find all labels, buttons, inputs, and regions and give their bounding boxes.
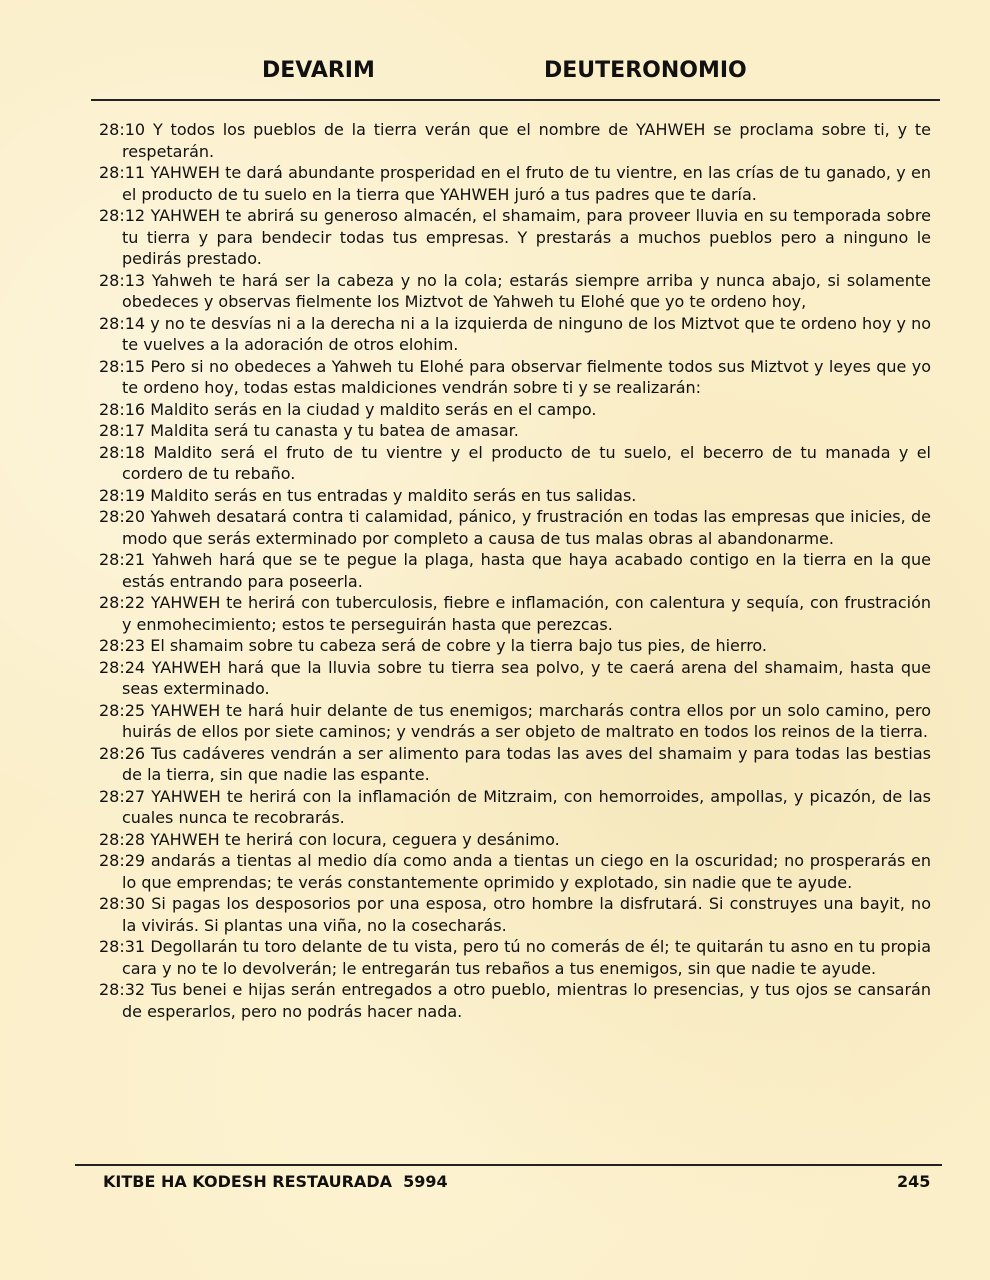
verse-reference: 28:23 <box>99 636 146 655</box>
verse-text: y no te desvías ni a la derecha ni a la izquierda de ninguno de los Miztvot que te ordeno hoy y no te vuelves a la adoración de otros elohim. <box>122 313 931 354</box>
verse-reference: 28:21 <box>99 550 146 569</box>
verse-reference: 28:29 <box>99 851 146 870</box>
verse <box>99 270 931 313</box>
verse <box>99 442 931 485</box>
verse <box>99 485 931 507</box>
verse-reference: 28:14 <box>99 313 146 333</box>
verse-reference: 28:26 <box>99 743 146 763</box>
verse-reference: 28:24 <box>99 657 146 677</box>
verse-reference: 28:13 <box>99 270 146 290</box>
verse-reference: 28:32 <box>99 980 146 999</box>
verse-reference: 28:25 <box>99 700 146 720</box>
verse-text: YAHWEH te hará huir delante de tus enemigos; marcharás contra ellos por un solo camino, pero huirás de ellos por siete caminos; y vendrás a ser objeto de maltrato en todos los reinos de la tierra. <box>122 700 931 741</box>
verse-reference: 28:10 <box>99 120 146 139</box>
verse-text: Degollarán tu toro delante de tu vista, pero tú no comerás de él; te quitarán tu asno en tu propia cara y no te lo devolverán; le entregarán tus rebaños a tus enemigos, sin que nadie te ayude. <box>122 937 931 978</box>
verse <box>99 592 931 635</box>
verse-reference: 28:20 <box>99 507 146 526</box>
verse <box>99 420 931 442</box>
book-title-spanish: DEUTERONOMIO <box>544 58 747 83</box>
verse-reference: 28:30 <box>99 894 146 913</box>
verse-text: El shamaim sobre tu cabeza será de cobre y la tierra bajo tus pies, de hierro. <box>150 636 768 655</box>
footer-divider <box>75 1164 942 1166</box>
verse-list <box>99 119 931 1022</box>
verse <box>99 700 931 743</box>
verse-reference: 28:18 <box>99 442 146 462</box>
verse <box>99 979 931 1022</box>
verse-reference: 28:11 <box>99 163 146 182</box>
verse-text: YAHWEH te abrirá su generoso almacén, el shamaim, para proveer lluvia en su temporada sobre tu tierra y para bendecir todas tus empresas. Y prestarás a muchos pueblos pero a ninguno le pedirás prestado. <box>122 206 931 268</box>
verse-text: andarás a tientas al medio día como anda a tientas un ciego en la oscuridad; no prosperarás en lo que emprendas; te verás constantemente oprimido y explotado, sin nadie que te ayude. <box>122 851 932 892</box>
header-divider <box>91 99 940 101</box>
verse <box>99 399 931 421</box>
verse-reference: 28:27 <box>99 786 146 806</box>
verse-reference: 28:19 <box>99 485 146 505</box>
verse-text: Maldita será tu canasta y tu batea de amasar. <box>150 421 519 440</box>
verse <box>99 205 931 270</box>
verse-text: Pero si no obedeces a Yahweh tu Elohé para observar fielmente todos sus Miztvot y leyes que yo te ordeno hoy, todas estas maldiciones vendrán sobre ti y se realizarán: <box>122 356 931 397</box>
verse <box>99 893 931 936</box>
verse-reference: 28:22 <box>99 593 146 612</box>
verse-text: YAHWEH te herirá con la inflamación de Mitzraim, con hemorroides, ampollas, y picazón, de las cuales nunca te recobrarás. <box>122 786 931 827</box>
verse-text: Maldito serás en tus entradas y maldito serás en tus salidas. <box>150 485 637 505</box>
verse-text: Yahweh hará que se te pegue la plaga, hasta que haya acabado contigo en la tierra en la que estás entrando para poseerla. <box>122 550 932 591</box>
verse-text: Y todos los pueblos de la tierra verán que el nombre de YAHWEH se proclama sobre ti, y te respetarán. <box>122 120 931 161</box>
verse <box>99 506 931 549</box>
verse <box>99 786 931 829</box>
verse-reference: 28:17 <box>99 421 146 440</box>
page-number: 245 <box>897 1172 931 1191</box>
verse <box>99 635 931 657</box>
page-header <box>0 58 990 90</box>
verse <box>99 850 931 893</box>
verse <box>99 356 931 399</box>
verse-text: YAHWEH hará que la lluvia sobre tu tierra sea polvo, y te caerá arena del shamaim, hasta que seas exterminado. <box>122 657 932 698</box>
verse <box>99 119 931 162</box>
verse-reference: 28:15 <box>99 356 146 376</box>
verse-text: Tus cadáveres vendrán a ser alimento para todas las aves del shamaim y para todas las bestias de la tierra, sin que nadie las espante. <box>122 743 931 784</box>
verse-text: Yahweh desatará contra ti calamidad, pánico, y frustración en todas las empresas que inicies, de modo que serás exterminado por completo a causa de tus malas obras al abandonarme. <box>122 507 931 548</box>
footer-title: KITBE HA KODESH RESTAURADA 5994 <box>103 1172 448 1191</box>
verse <box>99 549 931 592</box>
verse-text: Maldito será el fruto de tu vientre y el producto de tu suelo, el becerro de tu manada y el cordero de tu rebaño. <box>122 442 931 483</box>
verse-text: YAHWEH te dará abundante prosperidad en el fruto de tu vientre, en las crías de tu ganado, y en el producto de tu suelo en la tierra que YAHWEH juró a tus padres que te daría. <box>122 163 931 204</box>
verse <box>99 313 931 356</box>
book-title-hebrew: DEVARIM <box>262 58 375 83</box>
verse-reference: 28:31 <box>99 937 146 956</box>
verse <box>99 162 931 205</box>
verse-text: Si pagas los desposorios por una esposa, otro hombre la disfrutará. Si construyes una bayit, no la vivirás. Si plantas una viña, no la cosecharás. <box>122 894 931 935</box>
verse-text: Maldito serás en la ciudad y maldito serás en el campo. <box>150 399 597 419</box>
verse <box>99 936 931 979</box>
verse-reference: 28:28 <box>99 829 146 849</box>
verse <box>99 829 931 851</box>
verse-reference: 28:16 <box>99 399 146 419</box>
verse-text: Tus benei e hijas serán entregados a otro pueblo, mientras lo presencias, y tus ojos se cansarán de esperarlos, pero no podrás hacer nada. <box>122 980 931 1021</box>
verse-text: YAHWEH te herirá con tuberculosis, fiebre e inflamación, con calentura y sequía, con frustración y enmohecimiento; estos te perseguirán hasta que perezcas. <box>122 593 931 634</box>
verse <box>99 657 931 700</box>
verse-reference: 28:12 <box>99 206 146 225</box>
verse <box>99 743 931 786</box>
verse-text: YAHWEH te herirá con locura, ceguera y desánimo. <box>150 829 560 849</box>
verse-text: Yahweh te hará ser la cabeza y no la cola; estarás siempre arriba y nunca abajo, si solamente obedeces y observas fielmente los Miztvot de Yahweh tu Elohé que yo te ordeno hoy, <box>122 270 931 311</box>
